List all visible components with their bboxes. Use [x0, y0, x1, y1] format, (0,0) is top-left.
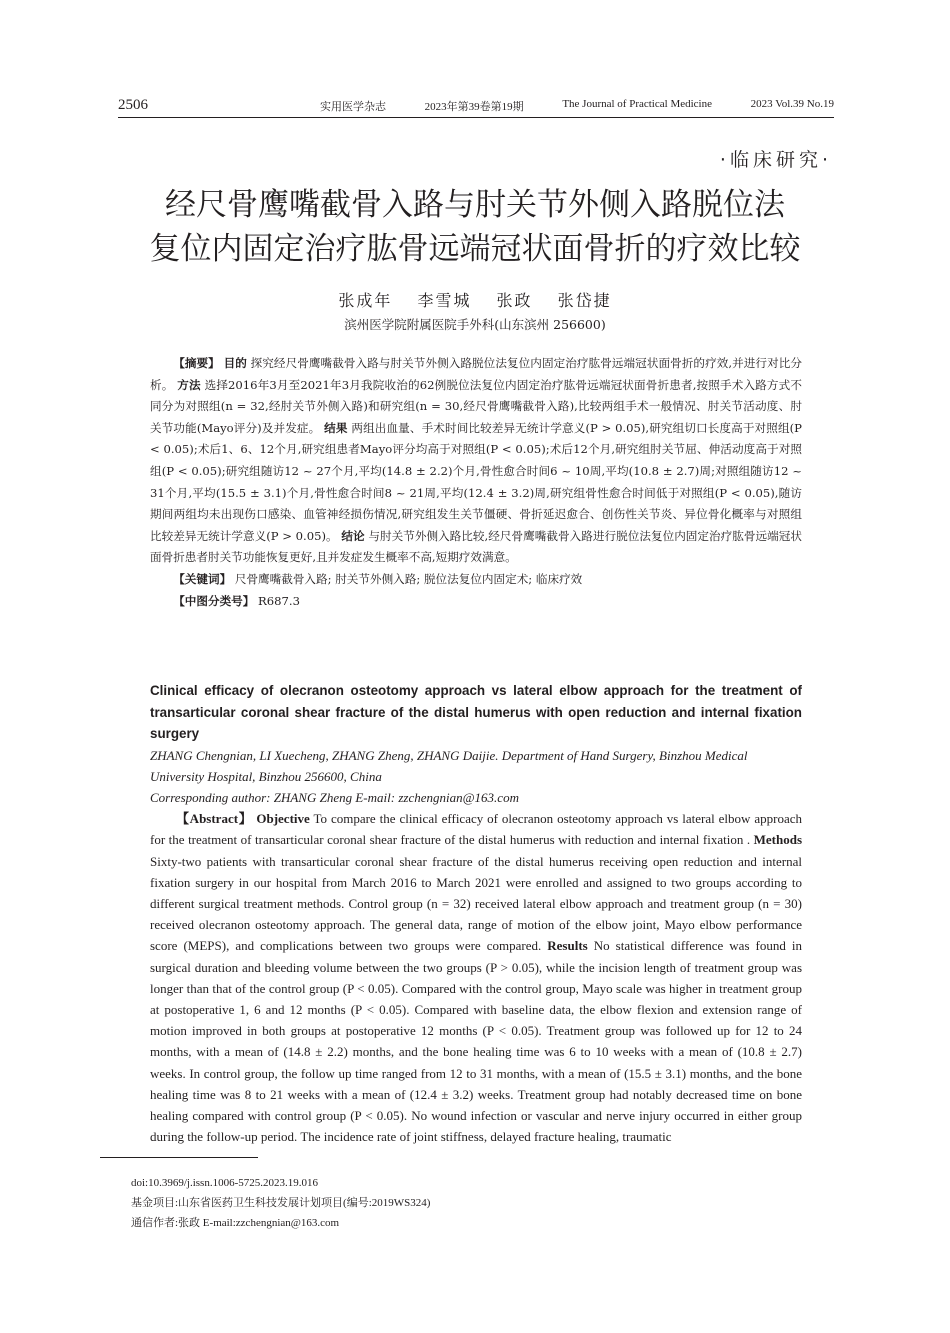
title-line-1: 经尺骨鹰嘴截骨入路与肘关节外侧入路脱位法 [165, 187, 785, 223]
issue-en: 2023 Vol.39 No.19 [750, 98, 834, 110]
en-objective-label: Objective [256, 811, 310, 827]
doi: doi:10.3969/j.issn.1006-5725.2023.19.016 [131, 1177, 319, 1189]
cn-methods-label: 方法 [177, 377, 201, 392]
author-list: 张成年 李雪城 张政 张岱捷 [338, 291, 612, 310]
english-authors-meta [150, 745, 802, 809]
running-header [320, 98, 834, 114]
cn-clc-code: R687.3 [258, 593, 300, 608]
journal-name-en: The Journal of Practical Medicine [562, 98, 712, 110]
english-abstract [150, 808, 802, 1147]
cn-keywords-text: 尺骨鹰嘴截骨入路; 肘关节外侧入路; 脱位法复位内固定术; 临床疗效 [234, 571, 583, 586]
cn-abstract-label: 【摘要】 [173, 356, 220, 370]
en-methods-text: Sixty-two patients with transarticular coronal shear fracture of the distal humerus receiving open reduction and internal fixation surgery in our hospital from March 2016 to March 2021 were enrolled and assigned to two groups according to different surgical treatment methods. Control group (n = 32) received lateral elbow approach and treatment group (n = 30) received olecranon osteotomy approach. The general data, range of motion of the elbow joint, Mayo elbow performance score (MEPS), and complications between two groups were compared. [150, 853, 802, 954]
cn-keywords-label: 【关键词】 [173, 571, 232, 586]
cn-classification [150, 591, 802, 613]
journal-name-cn: 实用医学杂志 [320, 101, 386, 113]
cn-results-label: 结果 [324, 420, 348, 435]
cn-objective-text: 探究经尺骨鹰嘴截骨入路与肘关节外侧入路脱位法复位内固定治疗肱骨远端冠状面骨折的疗效,并进行对比分析。 [150, 356, 802, 392]
en-results-label: Results [547, 938, 588, 954]
cn-methods-text: 选择2016年3月至2021年3月我院收治的62例脱位法复位内固定治疗肱骨远端冠状面骨折患者,按照手术入路方式不同分为对照组(n = 32,经肘关节外侧入路)和研究组(n = 30,经尺骨鹰嘴截骨入路),比较两组手术一般情况、肘关节活动度、肘关节功能(Mayo评分)及并发症。 [150, 377, 802, 435]
en-methods-label: Methods [753, 832, 802, 848]
title-line-2: 复位内固定治疗肱骨远端冠状面骨折的疗效比较 [149, 231, 801, 267]
en-abstract-label: 【Abstract】 [176, 811, 253, 827]
english-section [150, 680, 802, 1147]
header-rule [118, 117, 834, 118]
cn-objective-label: 目的 [223, 356, 247, 370]
article-title [80, 183, 870, 271]
fund-note: 基金项目:山东省医药卫生科技发展计划项目(编号:2019WS324) [131, 1197, 431, 1209]
cn-conclusion-label: 结论 [341, 528, 365, 543]
cn-abstract-body [150, 353, 802, 569]
en-results-text: No statistical difference was found in surgical duration and bleeding volume between the two groups (P > 0.05), while the incision length of treatment group was longer than that of the control group (P < 0.05). Compared with the control group, Mayo scale was higher in treatment group at postoperative 1, 6 and 12 months (P < 0.05). Compared with baseline data, the elbow flexion and extension range of motion improved in both groups at postoperative 12 months (P < 0.05). Treatment group was followed up for 12 to 24 months, with a mean of (14.8 ± 2.2) months, and the bone healing time was 6 to 10 weeks with a mean of (10.8 ± 2.7) weeks. In control group, the follow up time ranged from 12 to 31 months, with a mean of (15.5 ± 3.1) months, and the bone healing time was 8 to 21 weeks with a mean of (12.4 ± 3.2) weeks. Treatment group had notably decreased time on bone healing compared with control group (P < 0.05). No wound infection or vascular and nerve injury occurred in either group during the follow-up period. The incidence rate of joint stiffness, delayed fracture healing, traumatic [150, 938, 803, 1145]
chinese-abstract [150, 353, 802, 612]
page-number: 2506 [118, 97, 148, 113]
english-abstract-body [150, 808, 802, 1147]
section-tag: ·临床研究· [719, 149, 832, 171]
footnote-rule [100, 1157, 258, 1158]
cn-keywords [150, 569, 802, 591]
english-authors-affiliation: ZHANG Chengnian, LI Xuecheng, ZHANG Zheng, ZHANG Daijie. Department of Hand Surgery, Binzhou Medical University Hospital, Binzhou 256600, China [150, 747, 748, 784]
corresponding-note: 通信作者:张政 E-mail:zzchengnian@163.com [131, 1217, 340, 1229]
issue-cn: 2023年第39卷第19期 [424, 101, 524, 113]
cn-conclusion-text: 与肘关节外侧入路比较,经尺骨鹰嘴截骨入路进行脱位法复位内固定治疗肱骨远端冠状面骨折患者肘关节功能恢复更好,且并发症发生概率不高,短期疗效满意。 [150, 528, 802, 565]
english-title: Clinical efficacy of olecranon osteotomy approach vs lateral elbow approach for the treatment of transarticular coronal shear fracture of the distal humerus with open reduction and internal fixation surgery [150, 683, 802, 741]
affiliation: 滨州医学院附属医院手外科(山东滨州 256600) [344, 317, 606, 332]
cn-results-text: 两组出血量、手术时间比较差异无统计学意义(P > 0.05),研究组切口长度高于对照组(P < 0.05);术后1、6、12个月,研究组患者Mayo评分均高于对照组(P < 0.05);术后12个月,研究组肘关节屈、伸活动度高于对照组(P < 0.05);研究组随访12 ~ 27个月,平均(14.8 ± 2.2)个月,骨性愈合时间6 ~ 10周,平均(10.8 ± 2.7)周;对照组随访12 ~ 31个月,平均(15.5 ± 3.1)个月,骨性愈合时间8 ~ 21周,平均(12.4 ± 3.2)周,研究组骨性愈合时间低于对照组(P < 0.05),随访期间两组均未出现伤口感染、血管神经损伤情况,研究组发生关节僵硬、骨折延迟愈合、创伤性关节炎、异位骨化概率与对照组比较差异无统计学意义(P > 0.05)。 [150, 420, 802, 543]
cn-clc-label: 【中图分类号】 [173, 593, 255, 608]
footnotes [131, 1173, 430, 1233]
english-corresponding-author: Corresponding author: ZHANG Zheng E-mail: zzchengnian@163.com [150, 789, 519, 805]
en-objective-text: To compare the clinical efficacy of olecranon osteotomy approach vs lateral elbow approach for the treatment of transarticular coronal shear fracture of the distal humerus with reduction and internal fixation . [150, 811, 803, 848]
